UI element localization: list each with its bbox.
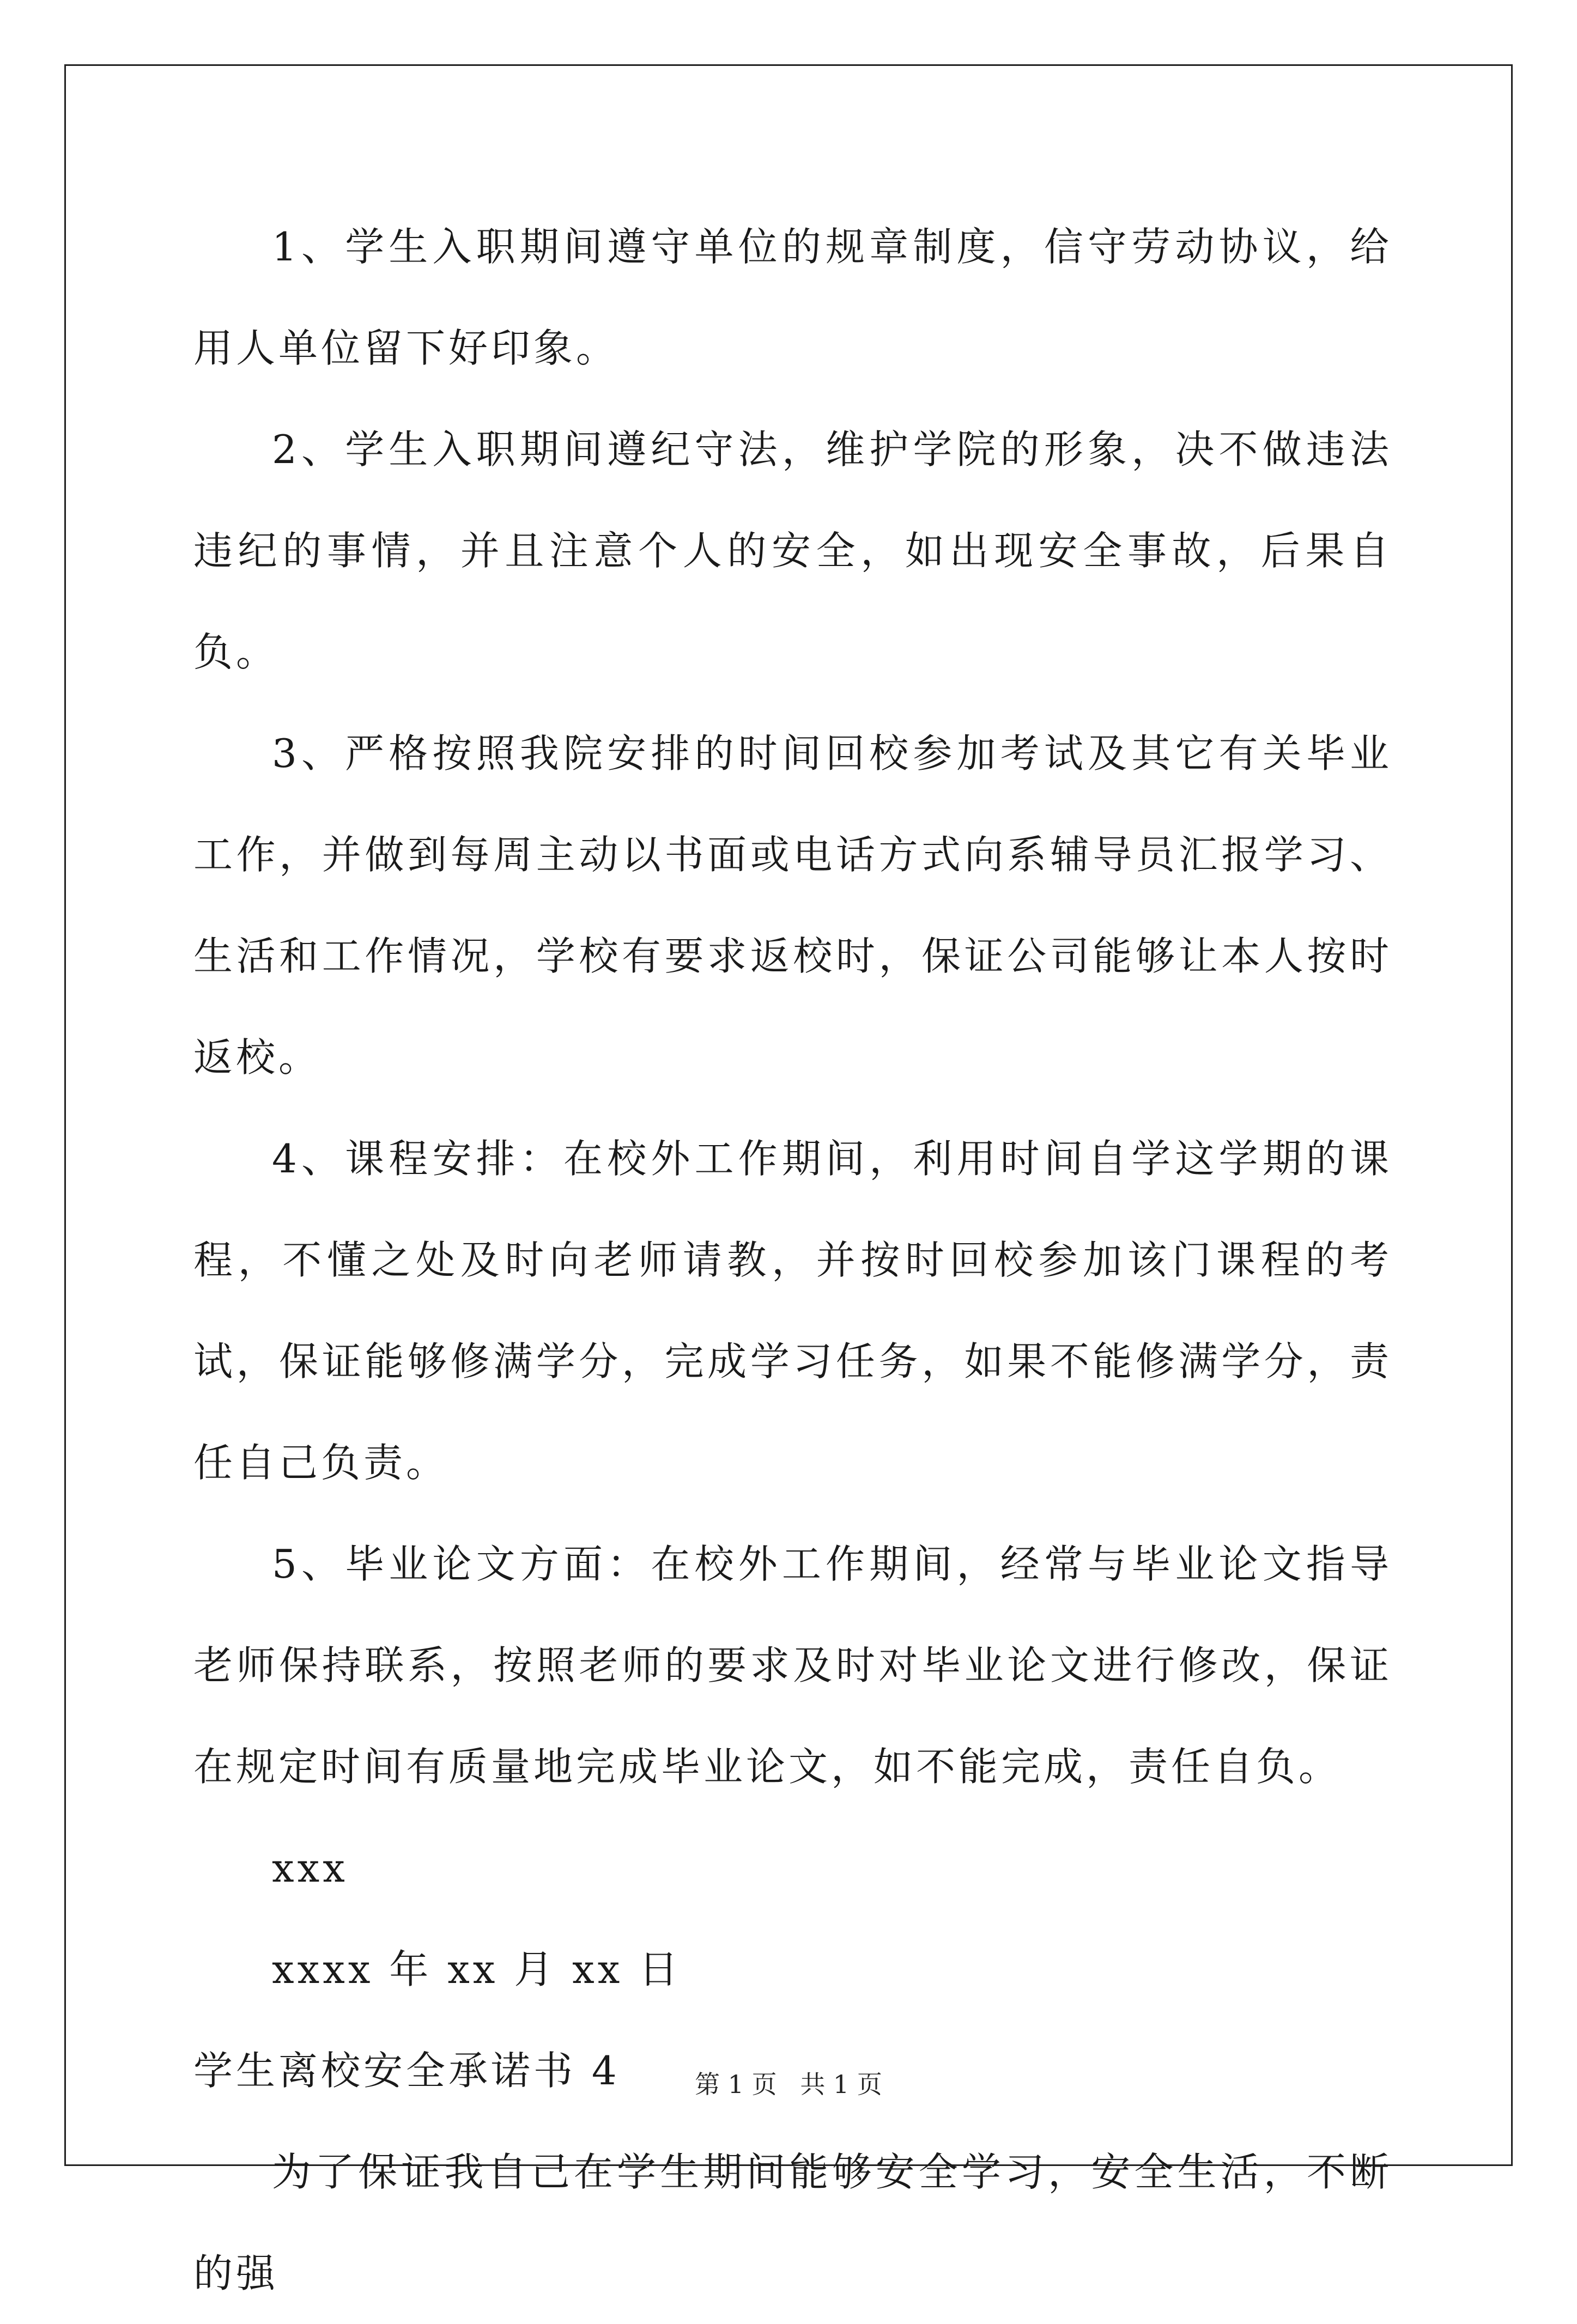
- date: xxxx 年 xx 月 xx 日: [272, 1946, 682, 1992]
- page-number: 第 1 页: [695, 2070, 777, 2099]
- paragraph-2: 2、学生入职期间遵纪守法，维护学院的形象，决不做违法违纪的事情，并且注意个人的安全，如出现安全事故，后果自负。: [193, 427, 1392, 675]
- intro-paragraph: 为了保证我自己在学生期间能够安全学习，安全生活，不断的强: [193, 2149, 1392, 2296]
- paragraph-3: 3、严格按照我院安排的时间回校参加考试及其它有关毕业工作，并做到每周主动以书面或电话方式向系辅导员汇报学习、生活和工作情况，学校有要求返校时，保证公司能够让本人按时返校。: [193, 731, 1392, 1080]
- paragraph-4: 4、课程安排：在校外工作期间，利用时间自学这学期的课程，不懂之处及时向老师请教，并按时回校参加该门课程的考试，保证能够修满学分，完成学习任务，如果不能修满学分，责任自己负责。: [193, 1136, 1392, 1486]
- paragraph-1: 1、学生入职期间遵守单位的规章制度，信守劳动协议，给用人单位留下好印象。: [193, 224, 1392, 371]
- section-title: 学生离校安全承诺书 4: [193, 2048, 620, 2094]
- signature: xxx: [272, 1845, 348, 1891]
- page-footer: [0, 2065, 1577, 2101]
- page-total: 共 1 页: [800, 2070, 882, 2099]
- paragraph-5: 5、毕业论文方面：在校外工作期间，经常与毕业论文指导老师保持联系，按照老师的要求及时对毕业论文进行修改，保证在规定时间有质量地完成毕业论文，如不能完成，责任自负。: [193, 1541, 1392, 1790]
- document-body: [193, 196, 1392, 2324]
